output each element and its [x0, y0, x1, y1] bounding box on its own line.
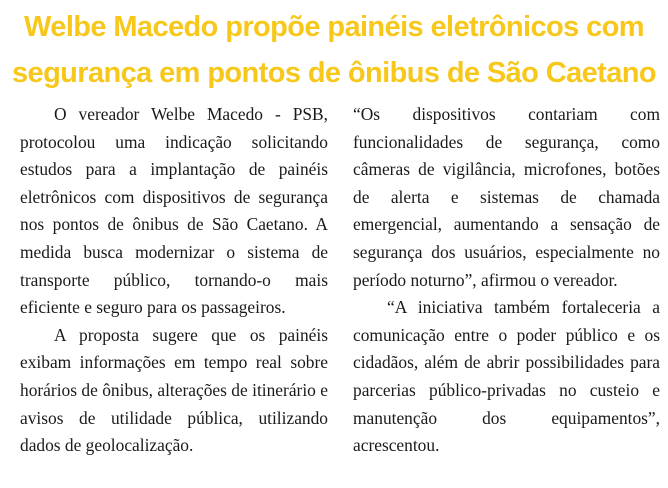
left-paragraph-2: A proposta sugere que os painéis exibam informações em tempo real sobre horários de ônibus, alterações de itinerário e avisos de utilidade pública, utilizando dados de geolocalização.: [20, 324, 328, 456]
article-headline: [10, 4, 658, 96]
right-paragraph-2: “A iniciativa também fortaleceria a comunicação entre o poder público e os cidadãos, além de abrir possibilidades para parcerias público-privadas no custeio e manutenção dos equipamentos”, acrescentou.: [353, 297, 660, 456]
right-column: [353, 101, 660, 460]
left-paragraph-1: O vereador Welbe Macedo - PSB, protocolou uma indicação solicitando estudos para a implantação de painéis eletrônicos com dispositivos de segurança nos pontos de ônibus de São Caetano. A medida busca modernizar o sistema de transporte público, tornando-o mais eficiente e seguro para os passageiros.: [20, 104, 328, 318]
headline-line-1: Welbe Macedo propõe painéis eletrônicos com: [24, 11, 644, 43]
right-paragraph-1: “Os dispositivos contariam com funcionalidades de segurança, como câmeras de vigilância, microfones, botões de alerta e sistemas de chamada emergencial, aumentando a sensação de segurança dos usuários, especialmente no período noturno”, afirmou o vereador.: [353, 104, 660, 290]
left-column: [20, 101, 328, 460]
headline-line-2: segurança em pontos de ônibus de São Caetano: [12, 57, 656, 89]
